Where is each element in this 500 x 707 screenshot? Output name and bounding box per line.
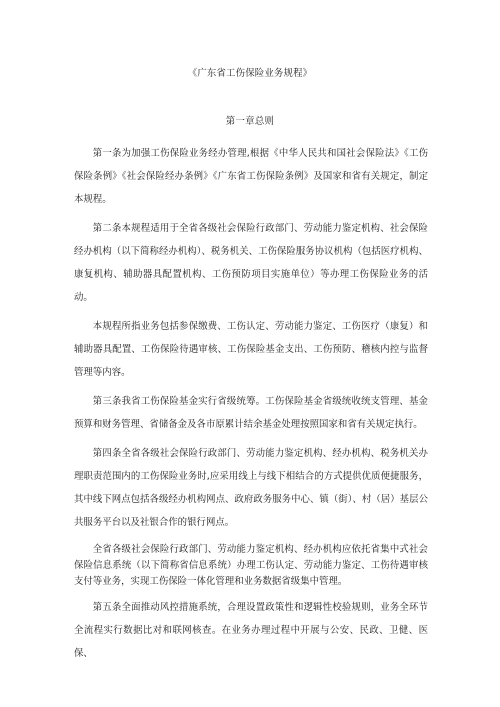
document-body (74, 142, 428, 665)
chapter-heading: 第一章总则 (225, 116, 275, 127)
paragraph-scope: 本规程所指业务包括参保缴费、工伤认定、劳动能力鉴定、工伤医疗（康复）和辅助器具配置、工伤保险待遇审核、工伤保险基金支出、工伤预防、稽核内控与监督管理等内容。 (74, 321, 428, 378)
paragraph-article-5: 第五条全面推动风控措施系统，合理设置政策性和逻辑性校验规则，业务全环节全流程实行数据比对和联网核查。在业务办理过程中开展与公安、民政、卫健、医保、 (74, 602, 428, 659)
paragraph-article-1: 第一条为加强工伤保险业务经办管理,根据《中华人民共和国社会保险法》《工伤保险条例》《社会保险经办条例》《广东省工伤保险条例》及国家和省有关规定，制定本规程。 (74, 148, 428, 205)
document-title: 《广东省工伤保险业务规程》 (187, 68, 313, 79)
paragraph-article-4: 第四条全省各级社会保险行政部门、劳动能力鉴定机构、经办机构、税务机关办理职责范围内的工伤保险业务时,应采用线上与线下相结合的方式提供优质便捷服务，其中线下网点包括各级经办机构网点、政府政务服务中心、镇（街）、村（居）基层公共服务平台以及社银合作的银行网点。 (74, 448, 428, 528)
paragraph-information-system: 全省各级社会保险行政部门、劳动能力鉴定机构、经办机构应依托省集中式社会保险信息系统（以下简称省信息系统）办理工伤认定、劳动能力鉴定、工伤待遇审核支付等业务，实现工伤保险一体化管理和业务数据省级集中管理。 (74, 544, 428, 587)
paragraph-article-3: 第三条我省工伤保险基金实行省级统筹。工伤保险基金省级统收统支管理、基金预算和财务管理、省储备金及各市原累计结余基金处理按照国家和省有关规定执行。 (74, 396, 428, 430)
paragraph-article-2: 第二条本规程适用于全省各级社会保险行政部门、劳动能力鉴定机构、社会保险经办机构（以下简称经办机构）、税务机关、工伤保险服务协议机构（包括医疗机构、康复机构、辅助器具配置机构、工伤预防项目实施单位）等办理工伤保险业务的活动。 (74, 223, 428, 303)
